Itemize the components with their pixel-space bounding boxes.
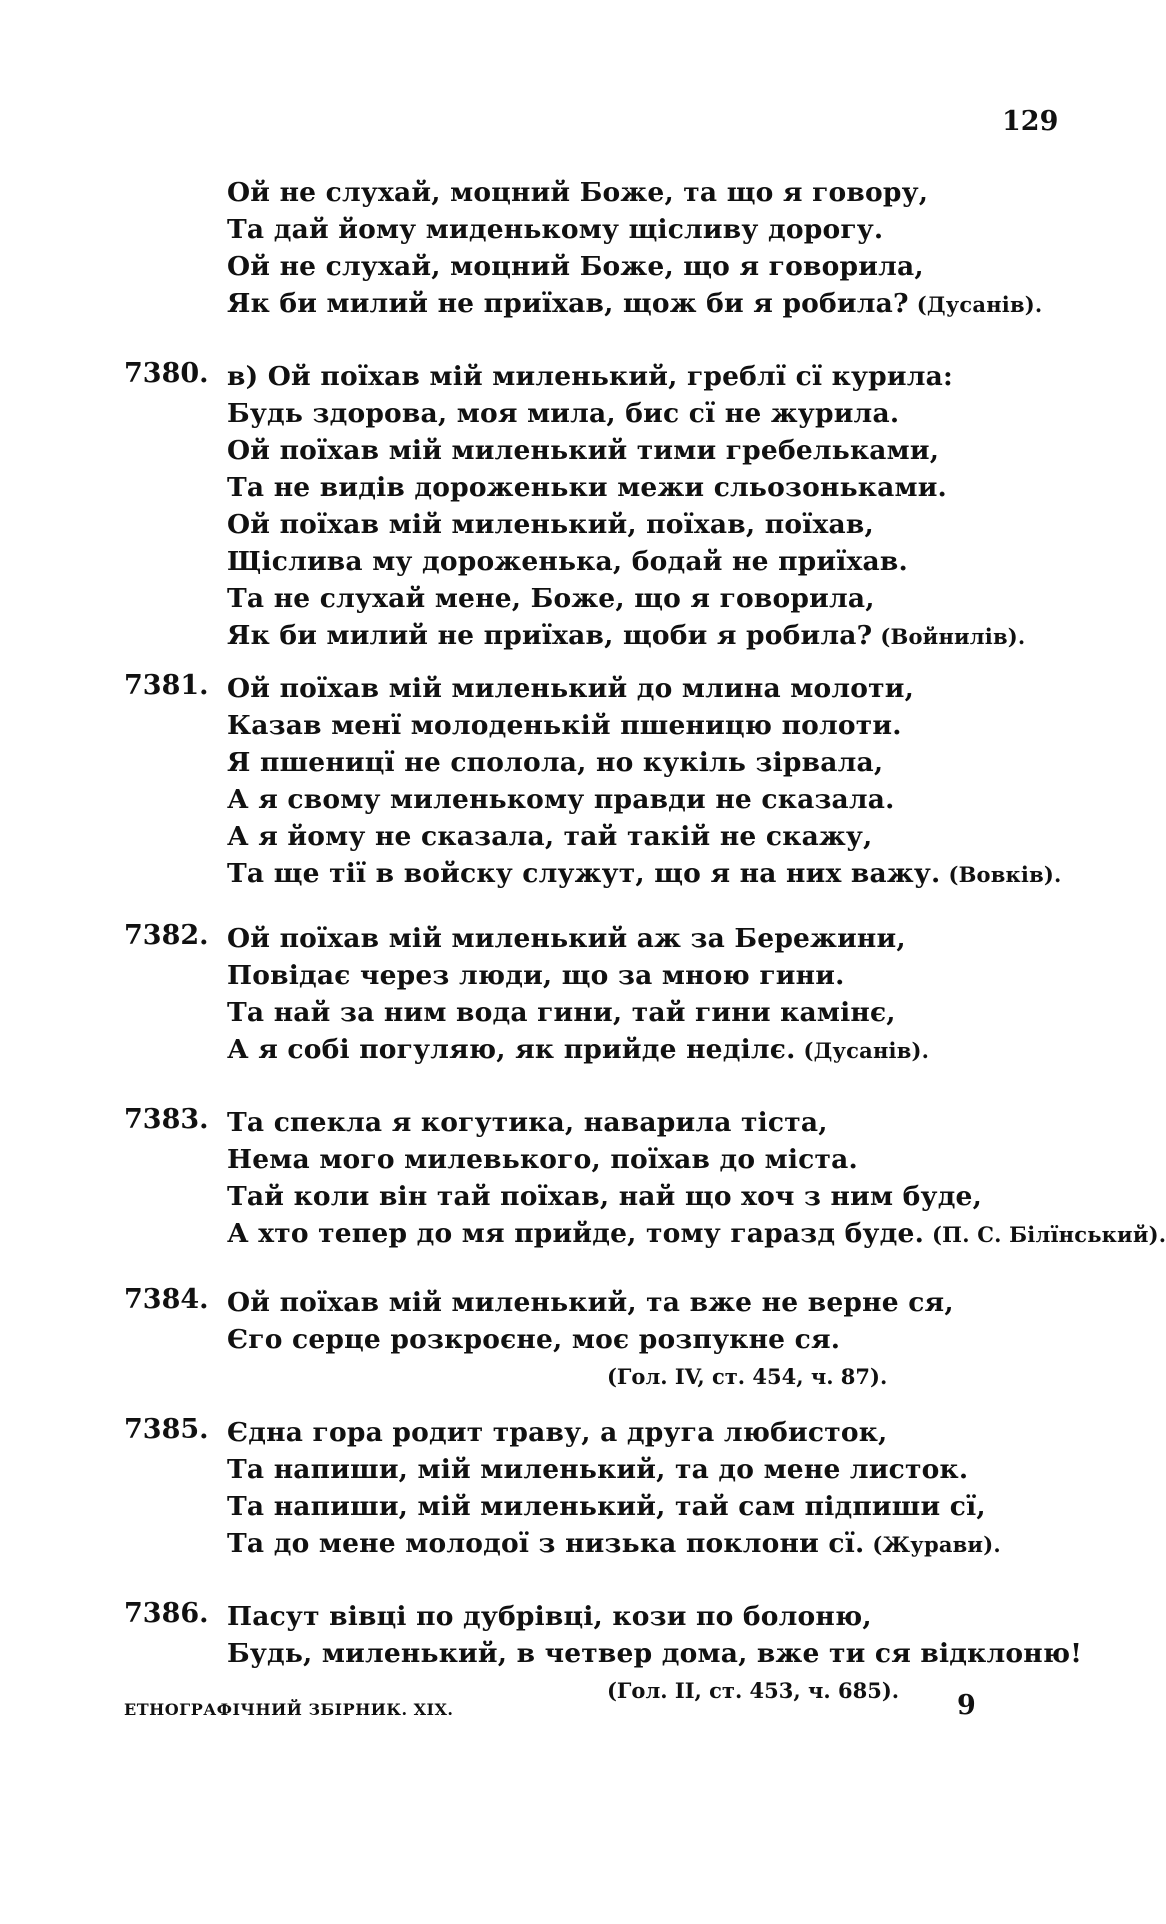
verse-text: Ой поїхав мій миленький тими гребельками, [227, 435, 940, 466]
verse-text: Будь, миленький, в четвер дома, вже ти ся відклоню! [227, 1638, 1083, 1669]
verse-line [227, 1141, 1107, 1178]
verse-text: А я йому не сказала, тай такій не скажу, [227, 821, 873, 852]
verse-text: А я свому миленькому правди не сказала. [227, 784, 895, 815]
verse-lines [227, 1414, 1107, 1562]
verse-line [227, 994, 1107, 1031]
verse-text: Ой поїхав мій миленький, та вже не верне ся, [227, 1287, 954, 1318]
verse-lines [227, 1284, 1107, 1395]
verse-line [227, 1031, 1107, 1068]
entry-number: 7382. [124, 920, 209, 951]
verse-line [227, 395, 1107, 432]
verse-line [227, 920, 1107, 957]
source-note: (Дусанів). [916, 292, 1043, 317]
verse-text: Як би милий не приїхав, щоби я робила? [227, 620, 873, 651]
verse-text: Як би милий не приїхав, щож би я робила? [227, 288, 909, 319]
citation-note: (Гол. II, ст. 453, ч. 685). [607, 1678, 900, 1703]
verse-line [227, 1414, 1107, 1451]
verse-text: Будь здорова, моя мила, бис сї не журила. [227, 398, 900, 429]
verse-text: Та не слухай мене, Боже, що я говорила, [227, 583, 875, 614]
entry-number: 7383. [124, 1104, 209, 1135]
verse-text: Та спекла я когутика, наварила тіста, [227, 1107, 828, 1138]
verse-lines [227, 670, 1107, 892]
verse-line [227, 580, 1107, 617]
verse-line [227, 670, 1107, 707]
verse-text: Щіслива му дороженька, бодай не приїхав. [227, 546, 908, 577]
verse-line [227, 506, 1107, 543]
verse-text: Повідає через люди, що за мною гини. [227, 960, 845, 991]
verse-line [227, 617, 1107, 654]
source-note: (П. С. Білїнський). [932, 1222, 1166, 1247]
signature-mark: 9 [957, 1690, 976, 1721]
verse-text: Та най за ним вода гини, тай гини камінє, [227, 997, 896, 1028]
entry-number: 7385. [124, 1414, 209, 1445]
verse-line [227, 1178, 1107, 1215]
source-note: (Вовків). [948, 862, 1062, 887]
verse-text: А хто тепер до мя прийде, тому гаразд буде. [227, 1218, 925, 1249]
verse-text: Та не видів дороженьки межи сльозоньками. [227, 472, 947, 503]
verse-lines [227, 920, 1107, 1068]
verse-text: Та напиши, мій миленький, тай сам підпиши сї, [227, 1491, 986, 1522]
verse-lines [227, 1104, 1166, 1252]
verse-text: Казав менї молоденькій пшеницю полоти. [227, 710, 902, 741]
source-note: (Журави). [872, 1532, 1001, 1557]
verse-line [227, 707, 1107, 744]
verse-line [227, 855, 1107, 892]
verse-line [227, 1284, 1107, 1321]
verse-text: Пасут вівці по дубрівці, кози по болоню, [227, 1601, 872, 1632]
entry-number: 7380. [124, 358, 209, 389]
verse-text: Ой поїхав мій миленький, поїхав, поїхав, [227, 509, 874, 540]
verse-text: Я пшеницї не сполола, но кукіль зірвала, [227, 747, 884, 778]
verse-text: Та ще тії в войску служут, що я на них важу. [227, 858, 941, 889]
footer-title: ЕТНОГРАФІЧНИЙ ЗБІРНИК. XIX. [124, 1700, 454, 1719]
verse-line [227, 1104, 1107, 1141]
verse-text: Тай коли він тай поїхав, най що хоч з ним буде, [227, 1181, 983, 1212]
verse-line [227, 781, 1107, 818]
verse-text: Ой поїхав мій миленький до млина молоти, [227, 673, 915, 704]
verse-line [227, 285, 1107, 322]
entry-number: 7381. [124, 670, 209, 701]
verse-line [227, 1321, 1107, 1358]
verse-text: в) Ой поїхав мій миленький, греблї сї курила: [227, 361, 953, 392]
verse-line [227, 1215, 1166, 1252]
verse-line [227, 543, 1107, 580]
verse-line [227, 174, 1107, 211]
verse-lines [227, 358, 1107, 654]
entry-number: 7386. [124, 1598, 209, 1629]
verse-text: Єдна гора родит траву, а друга любисток, [227, 1417, 888, 1448]
verse-text: Ой не слухай, моцний Боже, та що я говору, [227, 177, 929, 208]
verse-line [227, 432, 1107, 469]
verse-line [227, 1598, 1107, 1635]
verse-line [227, 248, 1107, 285]
verse-text: Єго серце розкроєне, моє розпукне ся. [227, 1324, 841, 1355]
source-note: (Войнилів). [880, 624, 1026, 649]
entry-number: 7384. [124, 1284, 209, 1315]
verse-text: Та дай йому миденькому щісливу дорогу. [227, 214, 884, 245]
verse-text: А я собі погуляю, як прийде неділє. [227, 1034, 796, 1065]
verse-text: Ой поїхав мій миленький аж за Бережини, [227, 923, 906, 954]
verse-line [227, 1488, 1107, 1525]
citation-note: (Гол. IV, ст. 454, ч. 87). [607, 1364, 888, 1389]
verse-text: Та напиши, мій миленький, та до мене листок. [227, 1454, 969, 1485]
verse-text: Ой не слухай, моцний Боже, що я говорила, [227, 251, 924, 282]
verse-text: Нема мого милевького, поїхав до міста. [227, 1144, 858, 1175]
verse-line [227, 1451, 1107, 1488]
verse-line [227, 469, 1107, 506]
verse-text: Та до мене молодої з низька поклони сї. [227, 1528, 865, 1559]
verse-line [227, 957, 1107, 994]
verse-line [227, 1525, 1107, 1562]
verse-line [227, 358, 1107, 395]
verse-line [227, 211, 1107, 248]
verse-line [227, 818, 1107, 855]
source-note: (Дусанів). [803, 1038, 930, 1063]
verse-lines [227, 174, 1107, 322]
page-number: 129 [1002, 106, 1059, 137]
verse-line [227, 1635, 1107, 1672]
verse-line [227, 744, 1107, 781]
